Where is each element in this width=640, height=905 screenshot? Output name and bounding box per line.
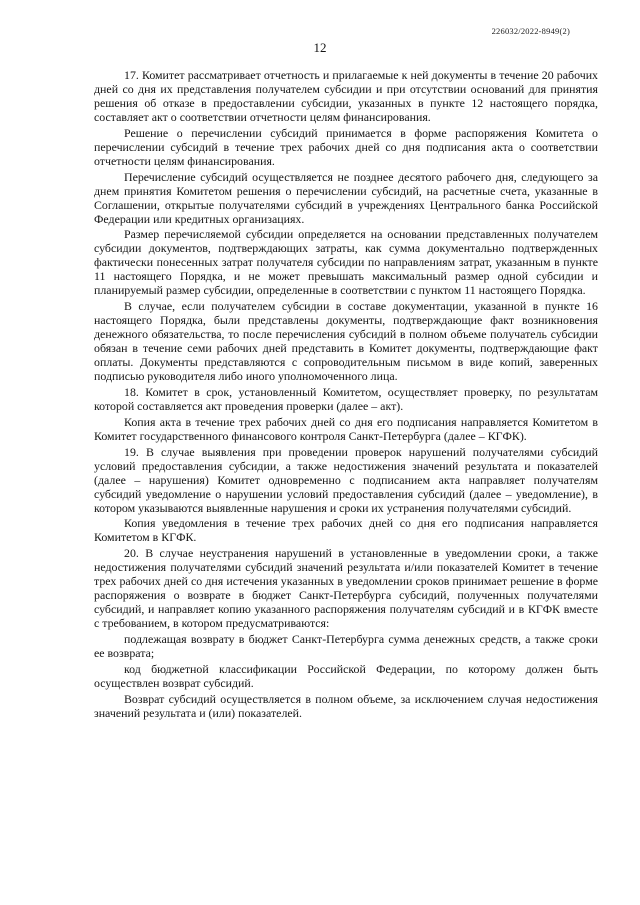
document-id: 226032/2022-8949(2) bbox=[491, 26, 570, 36]
paragraph-payment-documents: В случае, если получателем субсидии в составе документации, указанной в пункте 16 настоящего Порядка, были представлены документы, подтверждающие факт возникновения денежного обязательства, то после перечисления субсидий в полном объеме получатель субсидии обязан в течение семи рабочих дней представить в Комитет документы, подтверждающие факт оплаты. Документы представляются с сопроводительным письмом в виде копий, заверенных подписью руководителя либо иного уполномоченного лица. bbox=[94, 299, 598, 384]
paragraph-17: 17. Комитет рассматривает отчетность и прилагаемые к ней документы в течение 20 рабочих дней со дня их представления получателем субсидии и при отсутствии оснований для принятия решения об отказе в предоставлении субсидии, указанных в пункте 12 настоящего порядка, составляет акт о соответствии отчетности целям финансирования. bbox=[94, 68, 598, 124]
paragraph-19: 19. В случае выявления при проведении проверок нарушений получателями субсидий условий предоставления субсидии, а также недостижения значений результата и показателей (далее – нарушения) Комитет одновременно с подписанием акта направляет получателям субсидий уведомление о нарушении условий предоставления субсидий (далее – уведомление), в котором указываются выявленные нарушения и сроки их устранения получателями субсидий. bbox=[94, 444, 598, 515]
paragraph-act-copy: Копия акта в течение трех рабочих дней со дня его подписания направляется Комитетом в Комитет государственного финансового контроля Санкт-Петербурга (далее – КГФК). bbox=[94, 414, 598, 443]
page-number: 12 bbox=[313, 40, 327, 55]
paragraph-transfer-deadline: Перечисление субсидий осуществляется не позднее десятого рабочего дня, следующего за днем принятия Комитетом решения о перечислении субсидий, на расчетные счета, указанные в Соглашении, открытые получателями субсидий в учреждениях Центрального банка Российской Федерации или кредитных организациях. bbox=[94, 169, 598, 226]
paragraph-full-refund: Возврат субсидий осуществляется в полном объеме, за исключением случая недостижения значений результата и (или) показателей. bbox=[94, 691, 598, 720]
paragraph-refund-amount: подлежащая возврату в бюджет Санкт-Петербурга сумма денежных средств, а также сроки ее возврата; bbox=[94, 631, 598, 660]
document-body bbox=[94, 68, 598, 721]
paragraph-20: 20. В случае неустранения нарушений в установленные в уведомлении сроки, а также недостижения получателями субсидий значений результата и/или показателей Комитет в течение трех рабочих дней со дня истечения указанных в уведомлении сроков принимает решение в форме распоряжения о возврате в бюджет Санкт-Петербурга субсидий, полученных получателями субсидий, и направляет копию указанного распоряжения получателям субсидий и в КГФК вместе с требованием, в котором предусматриваются: bbox=[94, 546, 598, 631]
paragraph-notice-copy: Копия уведомления в течение трех рабочих дней со дня его подписания направляется Комитетом в КГФК. bbox=[94, 516, 598, 545]
paragraph-subsidy-amount: Размер перечисляемой субсидии определяется на основании представленных получателем субсидии документов, подтверждающих затраты, как сумма документально подтвержденных фактически понесенных затрат получателя субсидии по направлениям затрат, указанным в пункте 11 настоящего Порядка, и не может превышать максимальный размер одной субсидии и планируемый размер субсидии, определенные в соответствии с пунктом 11 настоящего Порядка. bbox=[94, 227, 598, 298]
paragraph-18: 18. Комитет в срок, установленный Комитетом, осуществляет проверку, по результатам которой составляется акт проведения проверки (далее – акт). bbox=[94, 384, 598, 413]
paragraph-budget-code: код бюджетной классификации Российской Федерации, по которому должен быть осуществлен возврат субсидий. bbox=[94, 661, 598, 690]
paragraph-transfer-decision: Решение о перечислении субсидий принимается в форме распоряжения Комитета о перечислении субсидий в течение трех рабочих дней со дня подписания акта о соответствии отчетности целям финансирования. bbox=[94, 125, 598, 168]
